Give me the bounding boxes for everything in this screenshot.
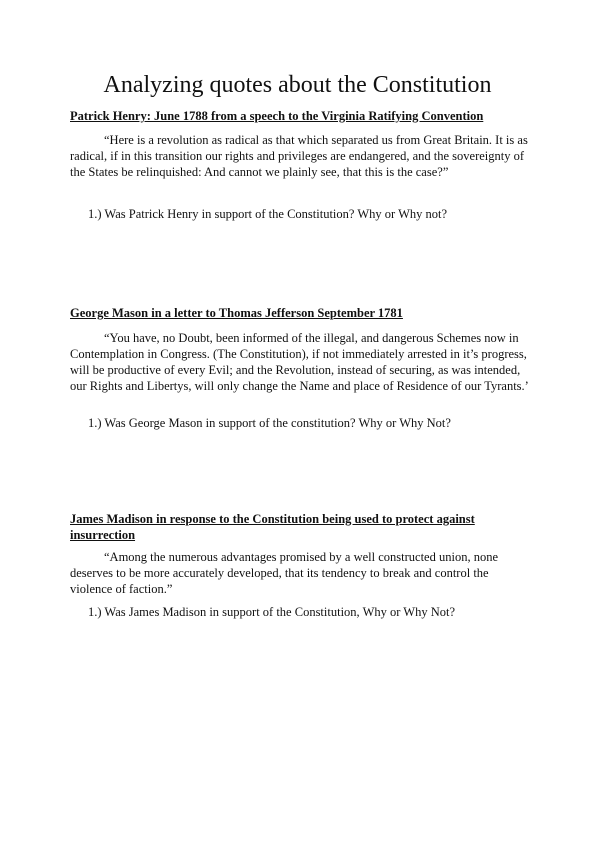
page-title: Analyzing quotes about the Constitution — [103, 72, 492, 98]
section-heading-george-mason: George Mason in a letter to Thomas Jefferson September 1781 — [70, 306, 403, 320]
quote-james-madison: “Among the numerous advantages promised by a well constructed union, none deserves to be more accurately developed, that its tendency to break and control the violence of faction.” — [70, 550, 499, 596]
quote-patrick-henry: “Here is a revolution as radical as that which separated us from Great Britain. It is as radical, if in this transition our rights and privileges are endangered, and the sovereignty of the States be relinquished: And cannot we plainly see, that this is the case?” — [70, 133, 528, 179]
question-george-mason: 1.) Was George Mason in support of the constitution? Why or Why Not? — [88, 416, 451, 430]
section-heading-james-madison: James Madison in response to the Constitution being used to protect against insurrection — [70, 512, 475, 542]
question-james-madison: 1.) Was James Madison in support of the Constitution, Why or Why Not? — [88, 605, 456, 619]
section-heading-patrick-henry: Patrick Henry: June 1788 from a speech to the Virginia Ratifying Convention — [70, 109, 484, 123]
quote-george-mason: “You have, no Doubt, been informed of the illegal, and dangerous Schemes now in Contemplation in Congress. (The Constitution), if not immediately arrested in it’s progress, will be productive of every Evil; and the Revolution, instead of securing, as was intended, our Rights and Libertys, will only change the Name and place of Residence of our Tyrants.’ — [70, 331, 529, 393]
question-patrick-henry: 1.) Was Patrick Henry in support of the Constitution? Why or Why not? — [88, 207, 448, 221]
